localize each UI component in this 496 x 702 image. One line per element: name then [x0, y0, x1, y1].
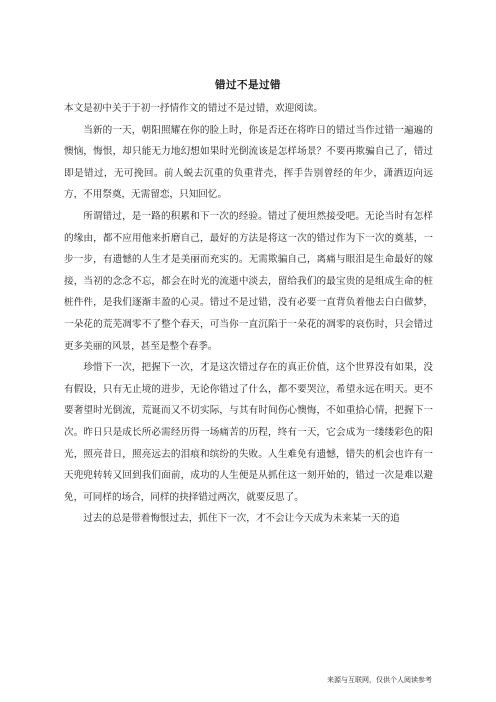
document-body: [64, 98, 433, 530]
body-paragraph-2: 所谓错过，是一路的积累和下一次的经验。错过了便坦然接受吧。无论当时有怎样的缘由，都不应用他来折磨自己，最好的方法是将这一次的错过作为下一次的奠基，一步一步，有遗憾的人生才是美丽而充实的。无需欺骗自己，离痛与眼泪是生命最好的嫁接，当初的念念不忘，都会在时光的流逝中淡去，留给我们的最宝贵的是组成生命的桩桩件件，是我们逐渐丰盈的心灵。错过不是过错，没有必要一直背负着他去白白做梦，一朵花的荒芜凋零不了整个春天，可当你一直沉陷于一朵花的凋零的哀伤时，只会错过更多美丽的风景，甚至是整个春季。: [64, 210, 433, 352]
document-title: 错过不是过错: [215, 79, 281, 91]
intro-paragraph: 本文是初中关于于初一抒情作文的错过不是过错，欢迎阅读。: [64, 103, 324, 114]
body-paragraph-3: 珍惜下一次，把握下一次，才是这次错过存在的真正价值，这个世界没有如果，没有假设，只有无止境的进步，无论你错过了什么，都不要哭泣，希望永远在明天。更不要奢望时光倒流，荒诞而又不切实际，与其有时间伤心懊悔，不如重拾心情，把握下一次。昨日只是成长所必需经历得一场痛苦的历程，终有一天，它会成为一缕缕彩色的阳光，照亮昔日，照亮远去的泪痕和缤纷的失败。人生难免有遗憾，错失的机会也许有一天兜兜转转又回到我们面前，成功的人生便是从抓住这一刻开始的，错过一次是难以避免，可同样的场合，同样的抉择错过两次，就要反思了。: [64, 362, 433, 503]
body-paragraph-4: 过去的总是带着悔恨过去，抓住下一次，才不会让今天成为未来某一天的追: [83, 513, 400, 525]
source-footer: 来源与互联网，仅供个人阅读参考: [327, 676, 432, 684]
body-paragraph-1: 当新的一天，朝阳照耀在你的脸上时，你是否还在将昨日的错过当作过错一遍遍的懊恼，悔恨，却只能无力地幻想如果时光倒流该是怎样场景？不要再欺骗自己了，错过即是错过，无可挽回。前人蜕去沉重的负重背壳，挥手告别曾经的年少，潇洒迈向远方，不用祭奠，无需留恋，只知回忆。: [64, 124, 433, 201]
